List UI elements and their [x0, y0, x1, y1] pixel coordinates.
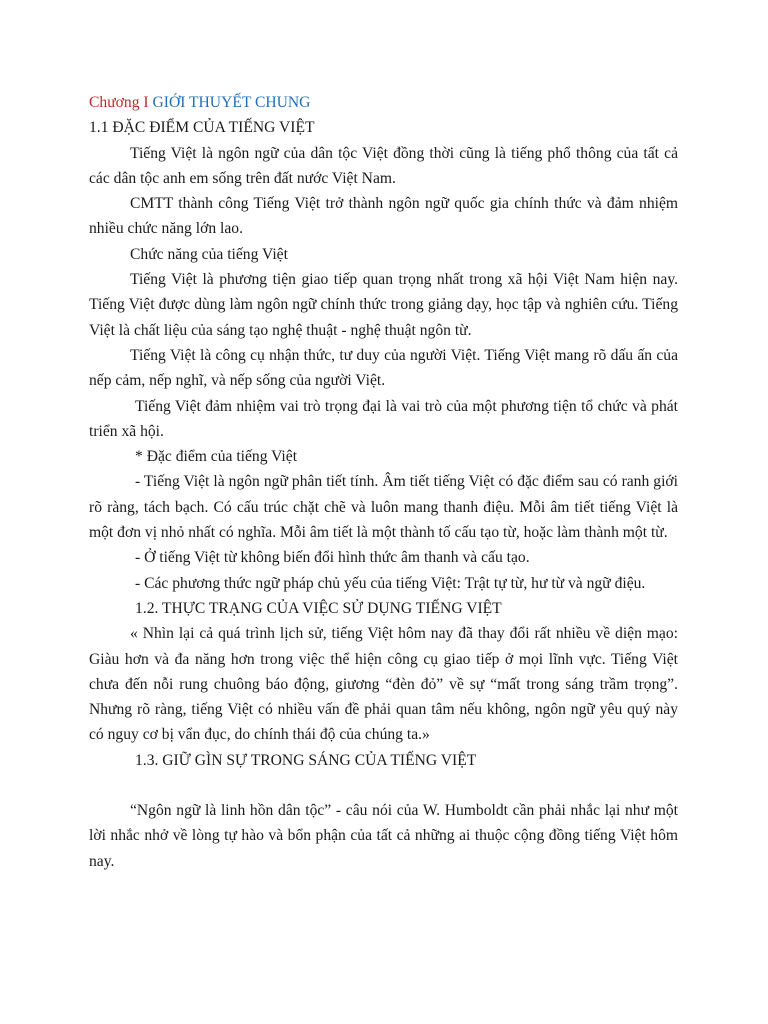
- paragraph: “Ngôn ngữ là linh hồn dân tộc” - câu nói của W. Humboldt cần phải nhắc lại như một lời nhắc nhở về lòng tự hào và bổn phận của tất cả những ai thuộc cộng đồng tiếng Việt hôm nay.: [89, 802, 678, 870]
- list-item: - Ở tiếng Việt từ không biến đổi hình thức âm thanh và cấu tạo.: [135, 549, 530, 567]
- list-item: - Tiếng Việt là ngôn ngữ phân tiết tính. Âm tiết tiếng Việt có đặc điểm sau có ranh giới rõ ràng, tách bạch. Có cấu trúc chặt chẽ và luôn mang thanh điệu. Mỗi âm tiết tiếng Việt là một đơn vị nhỏ nhất có nghĩa. Mỗi âm tiết là một thành tố cấu tạo từ, hoặc làm thành một từ.: [89, 473, 678, 542]
- section-heading-1-1: 1.1 ĐẶC ĐIỂM CỦA TIẾNG VIỆT: [89, 119, 315, 137]
- paragraph: Tiếng Việt là ngôn ngữ của dân tộc Việt đồng thời cũng là tiếng phổ thông của tất cả các dân tộc anh em sống trên đất nước Việt Nam.: [89, 144, 678, 187]
- section-heading-1-3: 1.3. GIỮ GÌN SỰ TRONG SÁNG CỦA TIẾNG VIỆT: [135, 751, 477, 769]
- chapter-title: GIỚI THUYẾT CHUNG: [152, 94, 311, 111]
- list-item: - Các phương thức ngữ pháp chủ yếu của tiếng Việt: Trật tự từ, hư từ và ngữ điệu.: [135, 574, 646, 592]
- paragraph: Tiếng Việt là công cụ nhận thức, tư duy của người Việt. Tiếng Việt mang rõ dấu ấn của nếp cảm, nếp nghĩ, và nếp sống của người Việt.: [89, 346, 678, 390]
- subheading-features: * Đặc điểm của tiếng Việt: [135, 448, 298, 466]
- paragraph: Tiếng Việt đảm nhiệm vai trò trọng đại là vai trò của một phương tiện tổ chức và phát triển xã hội.: [89, 397, 678, 440]
- chapter-heading: [89, 90, 678, 115]
- chapter-number: Chương I: [89, 94, 149, 111]
- document-body: [89, 90, 678, 874]
- paragraph: CMTT thành công Tiếng Việt trở thành ngôn ngữ quốc gia chính thức và đảm nhiệm nhiều chức năng lớn lao.: [89, 195, 678, 238]
- subheading-functions: Chức năng của tiếng Việt: [130, 245, 288, 263]
- quote-paragraph: « Nhìn lại cả quá trình lịch sử, tiếng Việt hôm nay đã thay đổi rất nhiều về diện mạo: Giàu hơn và đa năng hơn trong việc thể hiện công cụ giao tiếp ở mọi lĩnh vực. Tiếng Việt chưa đến nỗi rung chuông báo động, giương “đèn đỏ” về sự “mất trong sáng trầm trọng”. Nhưng rõ ràng, tiếng Việt có nhiều vấn đề phải quan tâm nếu không, ngôn ngữ yêu quý này có nguy cơ bị vẩn đục, do chính thái độ của chúng ta.»: [89, 625, 678, 744]
- paragraph: Tiếng Việt là phương tiện giao tiếp quan trọng nhất trong xã hội Việt Nam hiện nay. Tiếng Việt được dùng làm ngôn ngữ chính thức trong giảng dạy, học tập và nghiên cứu. Tiếng Việt là chất liệu của sáng tạo nghệ thuật - nghệ thuật ngôn từ.: [89, 271, 678, 339]
- section-heading-1-2: 1.2. THỰC TRẠNG CỦA VIỆC SỬ DỤNG TIẾNG VIỆT: [135, 599, 502, 617]
